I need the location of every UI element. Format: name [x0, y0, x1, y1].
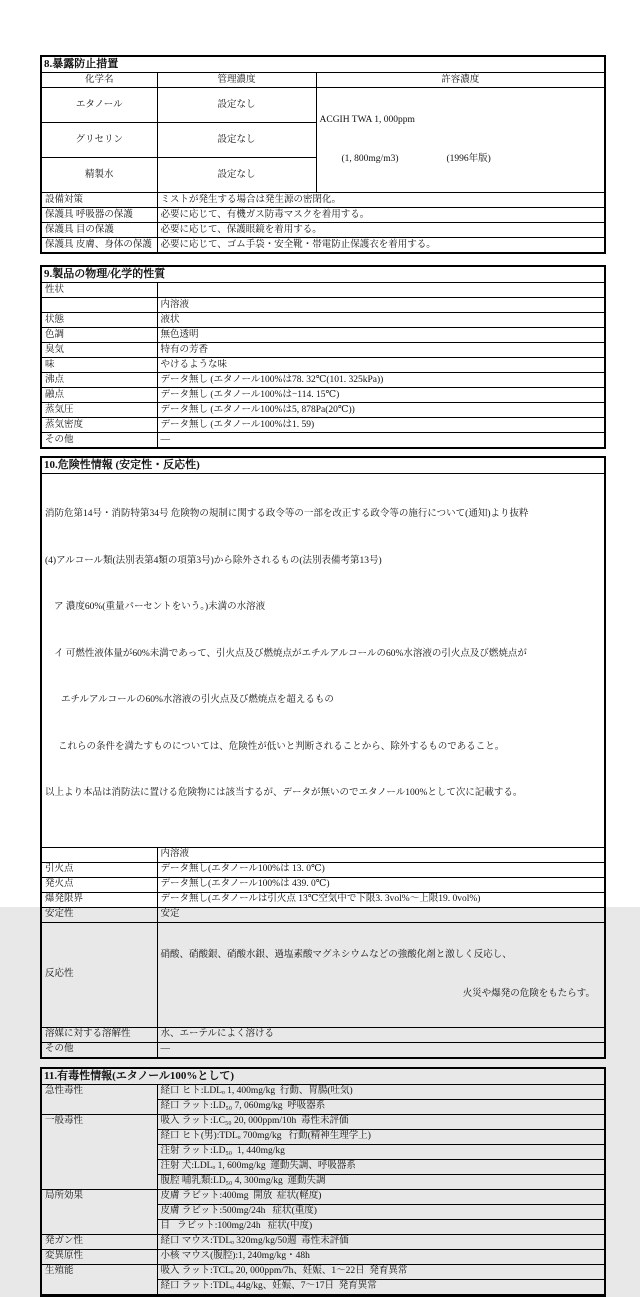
toxicity-value-cell: 吸入 ラット:LC₅₀ 20, 000ppm/10h 毒性未評価	[157, 1114, 605, 1129]
table-header-row	[41, 73, 605, 88]
section-11-toxicity-information-table	[40, 1067, 606, 1297]
toxicity-value-cell: 注射 犬:LDLₒ 1, 600mg/kg 運動失調、呼吸器系	[157, 1159, 605, 1174]
table-row	[41, 1249, 605, 1264]
hazard-label-cell	[41, 847, 157, 862]
control-concentration-cell: 設定なし	[157, 123, 316, 158]
toxicity-group-label-cell: 一般毒性	[41, 1114, 157, 1189]
hazard-label-cell: その他	[41, 1042, 157, 1058]
table-row	[41, 223, 605, 238]
toxicity-value-cell: 吸入 ラット:TCLₒ 20, 000ppm/7h、妊娠、1～22日 発育異常	[157, 1264, 605, 1279]
property-label-cell	[41, 298, 157, 313]
table-row	[41, 328, 605, 343]
table-row	[41, 238, 605, 254]
table-row	[41, 862, 605, 877]
toxicity-value-cell: 小核 マウス(腹腔):1, 240mg/kg・48h	[157, 1249, 605, 1264]
table-row	[41, 418, 605, 433]
paragraph-line: 以上より本品は消防法に置ける危険物には該当するが、データが無いのでエタノール100%として次に記載する。	[45, 788, 523, 798]
hazard-label-cell: 安定性	[41, 907, 157, 922]
hazard-subheader-cell: 内溶液	[157, 847, 605, 862]
table-row	[41, 877, 605, 892]
section-8-exposure-controls-table	[40, 55, 606, 254]
table-row	[41, 403, 605, 418]
table-row	[41, 358, 605, 373]
section-8-title: 8.暴露防止措置	[41, 56, 605, 73]
table-row	[41, 88, 605, 123]
measure-label-cell: 保護具 呼吸器の保護	[41, 208, 157, 223]
section-10-title: 10.危険性情報 (安定性・反応性)	[41, 457, 605, 474]
column-header-chemical-name: 化学名	[41, 73, 157, 88]
property-label-cell: 蒸気密度	[41, 418, 157, 433]
toxicity-value-cell: 経口 ヒト:LDLₒ 1, 400mg/kg 行動、胃腸(吐気)	[157, 1084, 605, 1099]
table-row	[41, 474, 605, 848]
toxicity-value-cell: 経口 ラット:LD₅₀ 7, 060mg/kg 呼吸器系	[157, 1099, 605, 1114]
paragraph-line: これらの条件を満たすものについては、危険性が低いと判断されることから、除外するものであること。	[58, 741, 505, 752]
table-row	[41, 1189, 605, 1204]
table-row	[41, 283, 605, 298]
toxicity-group-label-cell: 発ガン性	[41, 1234, 157, 1249]
hazard-value-cell: データ無し(エタノール100%は 439. 0℃)	[157, 877, 605, 892]
chemical-name-cell: グリセリン	[41, 123, 157, 158]
column-header-permissible-concentration: 許容濃度	[316, 73, 605, 88]
toxicity-value-cell: 経口 ラット:TDLₒ 44g/kg、妊娠、7～17日 発育異常	[157, 1279, 605, 1295]
toxicity-value-cell: 経口 ヒト(男):TDLₒ 700mg/kg 行動(精神生理学上)	[157, 1129, 605, 1144]
property-label-cell: 臭気	[41, 343, 157, 358]
property-label-cell: 味	[41, 358, 157, 373]
property-label-cell: 状態	[41, 313, 157, 328]
section-9-title: 9.製品の物理/化学的性質	[41, 266, 605, 283]
table-row	[41, 1114, 605, 1129]
table-row	[41, 892, 605, 907]
measure-value-cell: 必要に応じて、保護眼鏡を着用する。	[157, 223, 605, 238]
table-row	[41, 1027, 605, 1042]
property-label-cell: 性状	[41, 283, 157, 298]
table-row	[41, 1084, 605, 1099]
paragraph-line: ア 濃度60%(重量パーセントをいう。)未満の水溶液	[54, 602, 266, 612]
toxicity-value-cell: 注射 ラット:LD₅₀ 1, 440mg/kg	[157, 1144, 605, 1159]
toxicity-value-cell: 皮膚 ラビット:400mg 開放 症状(軽度)	[157, 1189, 605, 1204]
paragraph-line: 消防危第14号・消防特第34号 危険物の規制に関する政令等の一部を改正する政令等の施行について(通知)より抜粋	[45, 509, 529, 519]
toxicity-value-cell: 皮膚 ラビット:500mg/24h 症状(重度)	[157, 1204, 605, 1219]
control-concentration-cell: 設定なし	[157, 88, 316, 123]
measure-value-cell: 必要に応じて、有機ガス防毒マスクを着用する。	[157, 208, 605, 223]
measure-value-cell: 必要に応じて、ゴム手袋・安全靴・帯電防止保護衣を着用する。	[157, 238, 605, 254]
acgih-edition: (1996年版)	[446, 154, 491, 164]
toxicity-value-cell: 腹腔 哺乳類:LD₅₀ 4, 300mg/kg 運動失調	[157, 1174, 605, 1189]
hazard-value-cell: データ無し(エタノール100%は 13. 0℃)	[157, 862, 605, 877]
hazard-label-cell: 爆発限界	[41, 892, 157, 907]
property-value-cell: データ無し (エタノール100%は5, 878Pa(20℃))	[157, 403, 605, 418]
table-row	[41, 847, 605, 862]
hazard-value-cell	[157, 922, 605, 1027]
property-label-cell: 沸点	[41, 373, 157, 388]
table-row	[41, 433, 605, 449]
measure-label-cell: 設備対策	[41, 193, 157, 208]
property-value-cell: やけるような味	[157, 358, 605, 373]
property-value-cell: データ無し (エタノール100%は78. 32℃(101. 325kPa))	[157, 373, 605, 388]
property-value-cell: 無色透明	[157, 328, 605, 343]
toxicity-group-label-cell: 生殖能	[41, 1264, 157, 1295]
table-row	[41, 208, 605, 223]
toxicity-group-label-cell: 急性毒性	[41, 1084, 157, 1114]
table-row	[41, 922, 605, 1027]
reactivity-line-1: 硝酸、硝酸銀、硝酸水銀、過塩素酸マグネシウムなどの強酸化剤と激しく反応し、	[160, 949, 512, 960]
hazard-value-cell: 水、エーテルによく溶ける	[157, 1027, 605, 1042]
reactivity-line-2: 火災や爆発の危険をもたらす。	[462, 988, 595, 999]
hazard-value-cell: データ無し(エタノールは引火点 13℃空気中で下限3. 3vol%～上限19. 0vol%)	[157, 892, 605, 907]
toxicity-value-cell: 目 ラビット:100mg/24h 症状(中度)	[157, 1219, 605, 1234]
measure-value-cell: ミストが発生する場合は発生源の密閉化。	[157, 193, 605, 208]
property-value-cell: データ無し (エタノール100%は−114. 15℃)	[157, 388, 605, 403]
section-10-hazard-information-table	[40, 456, 606, 1059]
property-value-cell: 液状	[157, 313, 605, 328]
table-row	[41, 1264, 605, 1279]
measure-label-cell: 保護具 皮膚、身体の保護	[41, 238, 157, 254]
paragraph-line: (4)アルコール類(法別表第4類の項第3号)から除外されるもの(法別表備考第13号)	[45, 555, 382, 566]
property-value-cell: 内溶液	[157, 298, 605, 313]
permissible-concentration-cell	[316, 88, 605, 193]
table-row	[41, 343, 605, 358]
table-row	[41, 907, 605, 922]
property-label-cell: 色調	[41, 328, 157, 343]
table-row	[41, 313, 605, 328]
hazard-value-cell: —	[157, 1042, 605, 1058]
document-content	[40, 55, 606, 1297]
property-value-cell: データ無し (エタノール100%は1. 59)	[157, 418, 605, 433]
hazard-value-cell: 安定	[157, 907, 605, 922]
property-label-cell: 蒸気圧	[41, 403, 157, 418]
toxicity-value-cell: 経口 マウス:TDLₒ 320mg/kg/50週 毒性未評価	[157, 1234, 605, 1249]
property-value-cell	[157, 283, 605, 298]
acgih-detail-line	[320, 153, 602, 166]
toxicity-group-label-cell: 局所効果	[41, 1189, 157, 1234]
hazard-label-cell: 引火点	[41, 862, 157, 877]
paragraph-line: イ 可燃性液体量が60%未満であって、引火点及び燃焼点がエチルアルコールの60%水溶液の引火点及び燃焼点が	[54, 648, 527, 659]
property-label-cell: 融点	[41, 388, 157, 403]
column-header-control-concentration: 管理濃度	[157, 73, 316, 88]
hazard-label-cell: 発火点	[41, 877, 157, 892]
section-11-title: 11.有毒性情報(エタノール100%として)	[41, 1068, 605, 1085]
table-row	[41, 388, 605, 403]
chemical-name-cell: 精製水	[41, 158, 157, 193]
control-concentration-cell: 設定なし	[157, 158, 316, 193]
acgih-twa-value: ACGIH TWA 1, 000ppm	[319, 115, 415, 125]
table-row	[41, 193, 605, 208]
fire-law-excerpt-paragraph	[41, 474, 605, 848]
property-value-cell: 特有の芳香	[157, 343, 605, 358]
paragraph-line: エチルアルコールの60%水溶液の引火点及び燃焼点を超えるもの	[61, 695, 334, 705]
hazard-label-cell: 反応性	[41, 922, 157, 1027]
table-row	[41, 298, 605, 313]
chemical-name-cell: エタノール	[41, 88, 157, 123]
property-label-cell: その他	[41, 433, 157, 449]
table-row	[41, 373, 605, 388]
table-row	[41, 1234, 605, 1249]
table-row	[41, 1042, 605, 1058]
section-9-physical-chemical-properties-table	[40, 265, 606, 449]
property-value-cell: —	[157, 433, 605, 449]
toxicity-group-label-cell: 変異原性	[41, 1249, 157, 1264]
acgih-mg-value: (1, 800mg/m3)	[341, 154, 399, 164]
measure-label-cell: 保護具 目の保護	[41, 223, 157, 238]
hazard-label-cell: 溶媒に対する溶解性	[41, 1027, 157, 1042]
